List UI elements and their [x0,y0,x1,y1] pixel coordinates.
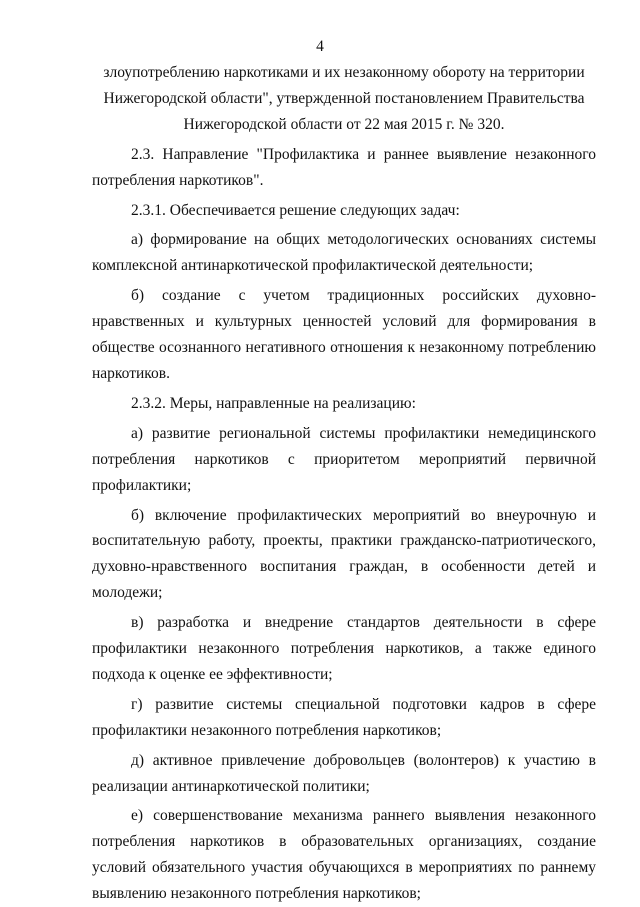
subsection-2-3-2: 2.3.2. Меры, направленные на реализацию: [131,394,416,412]
measure-item-a: а) развитие региональной системы профилактики немедицинского потребления наркотиков с приоритетом мероприятий первичной профилактики; [92,424,596,494]
measure-item-b: б) включение профилактических мероприятий во внеурочную и воспитательную работу, проекты, практики гражданско-патриотического, духовно-нравственного воспитания граждан, в особенности детей и молодежи; [92,506,596,602]
measure-item-d: д) активное привлечение добровольцев (волонтеров) к участию в реализации антинаркотической политики; [92,751,596,795]
measure-item-g: г) развитие системы специальной подготовки кадров в сфере профилактики незаконного потребления наркотиков; [92,695,596,739]
document-body [92,60,596,907]
measure-item-e: е) совершенствование механизма раннего выявления незаконного потребления наркотиков в образовательных организациях, создание условий обязательного участия обучающихся в мероприятиях по раннему выявлению незаконного потребления наркотиков; [92,807,596,903]
paragraph-continuation: злоупотреблению наркотиками и их незаконному обороту на территории Нижегородской области", утвержденной постановлением Правительства Нижегородской области от 22 мая 2015 г. № 320. [103,64,585,133]
measure-item-v: в) разработка и внедрение стандартов деятельности в сфере профилактики незаконного потребления наркотиков, а также единого подхода к оценке ее эффективности; [92,614,596,683]
task-item-a: а) формирование на общих методологических основаниях системы комплексной антинаркотической профилактической деятельности; [92,231,596,275]
subsection-2-3-1: 2.3.1. Обеспечивается решение следующих задач: [131,201,460,219]
section-heading-2-3: 2.3. Направление "Профилактика и раннее выявление незаконного потребления наркотиков". [92,145,596,189]
page-number: 4 [316,38,324,55]
task-item-b: б) создание с учетом традиционных российских духовно-нравственных и культурных ценностей условий для формирования в обществе осознанного негативного отношения к незаконному потреблению наркотиков. [92,287,596,382]
